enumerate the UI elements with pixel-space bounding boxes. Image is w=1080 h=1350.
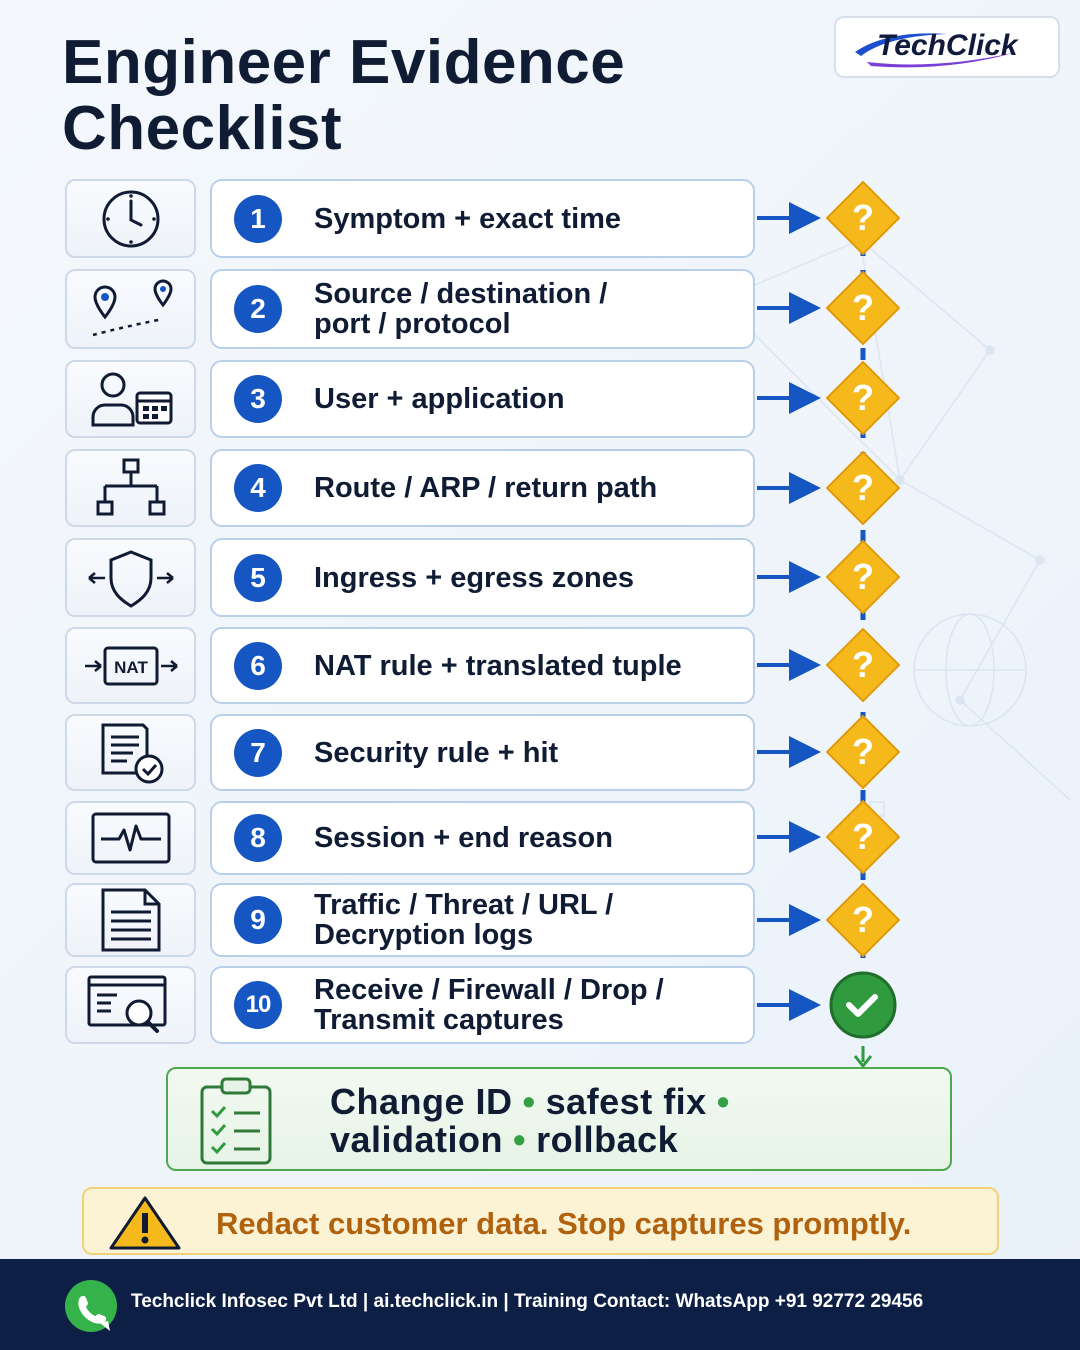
change-summary-box xyxy=(166,1067,952,1171)
question-mark-glyph: ? xyxy=(852,899,874,940)
checklist-item-4 xyxy=(210,449,755,527)
footer-contact-text[interactable]: Techclick Infosec Pvt Ltd | ai.techclick.in | Training Contact: WhatsApp +91 92772 29456 xyxy=(131,1291,924,1312)
question-mark-glyph: ? xyxy=(852,197,874,238)
item-label: Receive / Firewall / Drop / Transmit captures xyxy=(314,974,664,1036)
item-label: Source / destination / port / protocol xyxy=(314,278,608,340)
network-tree-icon xyxy=(83,456,179,520)
separator-dot: • xyxy=(716,1081,730,1122)
checklist-item-5 xyxy=(210,538,755,617)
item-label: Security rule + hit xyxy=(314,736,559,769)
item-label: Ingress + egress zones xyxy=(314,561,634,594)
capture-search-icon xyxy=(83,973,179,1037)
item-number: 1 xyxy=(234,195,282,243)
change-id-label: Change ID xyxy=(330,1081,513,1122)
checklist-item-9 xyxy=(210,883,755,957)
whatsapp-icon xyxy=(60,1279,122,1333)
question-mark-glyph: ? xyxy=(852,731,874,772)
icon-box-7 xyxy=(65,714,196,791)
icon-box-3 xyxy=(65,360,196,438)
nat-icon xyxy=(83,634,179,698)
question-mark-glyph: ? xyxy=(852,816,874,857)
pulse-monitor-icon xyxy=(83,806,179,870)
item-label: Session + end reason xyxy=(314,822,613,854)
item-number: 5 xyxy=(234,554,282,602)
question-mark-glyph: ? xyxy=(852,556,874,597)
icon-box-8 xyxy=(65,801,196,875)
item-number: 9 xyxy=(234,896,282,944)
item-label: User + application xyxy=(314,383,565,415)
item-number: 7 xyxy=(234,729,282,777)
question-mark-glyph: ? xyxy=(852,287,874,328)
checklist-item-8 xyxy=(210,801,755,875)
icon-box-9 xyxy=(65,883,196,957)
change-text xyxy=(330,1083,930,1159)
checklist-item-10 xyxy=(210,966,755,1044)
clock-icon xyxy=(83,187,179,251)
question-mark-glyph: ? xyxy=(852,644,874,685)
checklist-item-2 xyxy=(210,269,755,349)
item-label: Route / ARP / return path xyxy=(314,472,658,504)
item-number: 10 xyxy=(234,981,282,1029)
question-mark-glyph: ? xyxy=(852,377,874,418)
icon-box-1 xyxy=(65,179,196,258)
logo-text: TechClick xyxy=(877,29,1018,62)
route-pins-icon xyxy=(83,277,179,341)
item-label: NAT rule + translated tuple xyxy=(314,649,682,682)
nat-icon-label: NAT xyxy=(113,657,148,677)
log-file-icon xyxy=(83,888,179,952)
warning-text: Redact customer data. Stop captures promptly. xyxy=(216,1206,912,1241)
footer-bar xyxy=(0,1259,1080,1350)
user-app-icon xyxy=(83,367,179,431)
checklist-item-1 xyxy=(210,179,755,258)
checklist-item-6 xyxy=(210,627,755,704)
evidence-flow-connector xyxy=(755,170,935,1070)
warning-triangle-icon xyxy=(108,1195,182,1251)
icon-box-2 xyxy=(65,269,196,349)
question-mark-glyph: ? xyxy=(852,467,874,508)
warning-banner xyxy=(82,1187,999,1255)
document-check-icon xyxy=(83,721,179,785)
shield-zones-icon xyxy=(83,546,179,610)
checklist-item-3 xyxy=(210,360,755,438)
item-number: 4 xyxy=(234,464,282,512)
icon-box-4 xyxy=(65,449,196,527)
separator-dot: • xyxy=(522,1081,536,1122)
page-title: Engineer Evidence Checklist xyxy=(62,28,626,163)
item-label: Symptom + exact time xyxy=(314,202,622,235)
clipboard-check-icon xyxy=(198,1077,274,1165)
rollback-label: rollback xyxy=(536,1119,679,1160)
item-label: Traffic / Threat / URL / Decryption logs xyxy=(314,889,614,951)
item-number: 6 xyxy=(234,642,282,690)
validation-label: validation xyxy=(330,1119,504,1160)
separator-dot: • xyxy=(513,1119,527,1160)
item-number: 2 xyxy=(234,285,282,333)
logo-mark xyxy=(847,22,1047,72)
item-number: 3 xyxy=(234,375,282,423)
icon-box-10 xyxy=(65,966,196,1044)
icon-box-6 xyxy=(65,627,196,704)
checklist-item-7 xyxy=(210,714,755,791)
techclick-logo xyxy=(834,16,1060,78)
safest-fix-label: safest fix xyxy=(545,1081,707,1122)
item-number: 8 xyxy=(234,814,282,862)
icon-box-5 xyxy=(65,538,196,617)
